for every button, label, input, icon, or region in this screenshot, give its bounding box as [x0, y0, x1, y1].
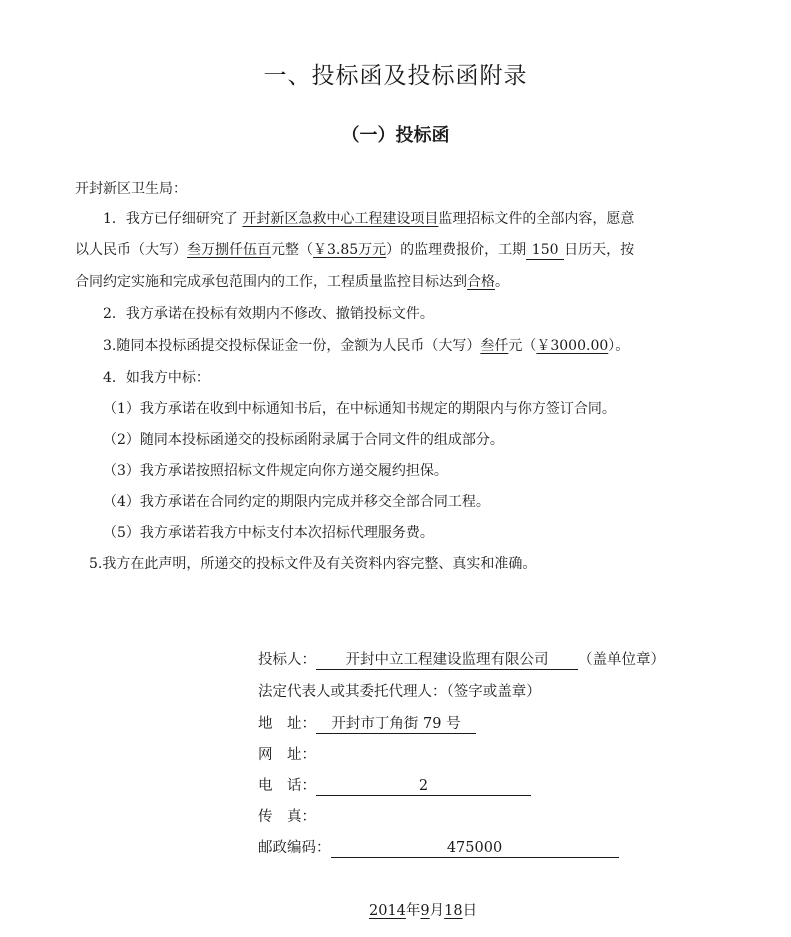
para1-text-e: ）的监理费报价，工期 — [386, 242, 527, 258]
postcode-label: 邮政编码： — [258, 840, 331, 856]
quality-target: 合格 — [467, 274, 495, 290]
para2: 2．我方承诺在投标有效期内不修改、撤销投标文件。 — [103, 306, 434, 322]
list-item: （4）我方承诺在合同约定的期限内完成并移交全部合同工程。 — [103, 494, 490, 510]
addressee: 开封新区卫生局： — [75, 181, 187, 197]
para5: 5.我方在此声明，所递交的投标文件及有关资料内容完整、真实和准确。 — [89, 556, 537, 572]
date-year: 2014 — [369, 903, 406, 919]
list-item: （3）我方承诺按照招标文件规定向你方递交履约担保。 — [103, 463, 448, 479]
para4: 4．如我方中标： — [103, 370, 210, 386]
para1-text-g: 合同约定实施和完成承包范围内的工作，工程质量监控目标达到 — [75, 274, 467, 290]
postcode-row — [258, 836, 619, 858]
date-day-unit: 日 — [462, 903, 478, 919]
duration-days: 150 — [526, 242, 564, 260]
phone-row — [258, 774, 531, 796]
postcode-value: 475000 — [331, 840, 619, 858]
para3 — [103, 337, 629, 355]
website-label: 网 址： — [258, 747, 316, 763]
fax-row — [258, 805, 316, 826]
address-row — [258, 712, 476, 734]
project-name: 开封新区急救中心工程建设项目 — [242, 211, 439, 227]
section-subtitle: （一）投标函 — [341, 125, 450, 146]
bidder-label: 投标人： — [258, 652, 316, 668]
para3-text-c: ）。 — [608, 338, 630, 354]
bidder-row — [258, 648, 665, 670]
date-month: 9 — [420, 903, 430, 919]
bidder-note: （盖单位章） — [578, 652, 665, 668]
date-day: 18 — [444, 903, 463, 919]
bidder-name: 开封中立工程建设监理有限公司 — [316, 652, 578, 670]
fax-label: 传 真： — [258, 809, 316, 825]
para1-text-b: 监理招标文件的全部内容，愿意 — [438, 211, 635, 227]
phone-label: 电 话： — [258, 778, 316, 794]
bid-amount-number: ￥3.85万元 — [313, 242, 387, 258]
address-label: 地 址： — [258, 716, 316, 732]
signing-date — [369, 899, 477, 920]
address-value: 开封市丁角街 79 号 — [316, 716, 476, 734]
phone-value: 2 — [316, 778, 531, 796]
date-year-unit: 年 — [405, 903, 421, 919]
para1-line3 — [75, 273, 509, 291]
para1-line1 — [103, 210, 634, 228]
list-item: （2）随同本投标函递交的投标函附录属于合同文件的组成部分。 — [103, 432, 504, 448]
representative-row: 法定代表人或其委托代理人：（签字或盖章） — [258, 684, 541, 700]
bid-amount-words: 叁万捌仟伍百 — [187, 242, 271, 258]
para3-text-a: 3.随同本投标函提交投标保证金一份，金额为人民币（大写） — [103, 338, 481, 354]
deposit-amount-words: 叁仟 — [480, 338, 509, 354]
list-item: （1）我方承诺在收到中标通知书后，在中标通知书规定的期限内与你方签订合同。 — [103, 401, 616, 417]
list-item: （5）我方承诺若我方中标支付本次招标代理服务费。 — [103, 525, 434, 541]
para1-text-d: 元整（ — [271, 242, 313, 258]
para1-text-h: 。 — [495, 274, 509, 290]
para1-line2 — [75, 241, 634, 260]
deposit-amount-number: ￥3000.00 — [536, 338, 609, 354]
para1-text-c: 以人民币（大写） — [75, 242, 187, 258]
para3-text-b: 元（ — [508, 338, 537, 354]
date-month-unit: 月 — [429, 903, 445, 919]
para1-text-a: 1．我方已仔细研究了 — [103, 211, 238, 227]
para1-text-f: 日历天，按 — [564, 242, 635, 258]
website-row — [258, 743, 316, 764]
page-title: 一、投标函及投标函附录 — [263, 63, 528, 89]
